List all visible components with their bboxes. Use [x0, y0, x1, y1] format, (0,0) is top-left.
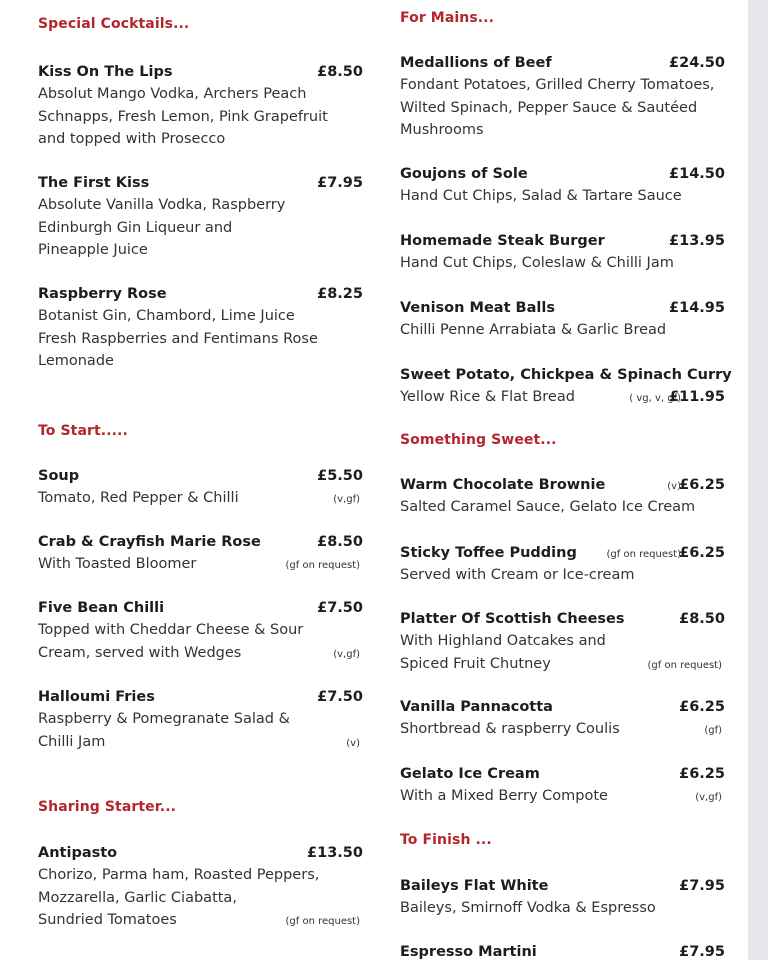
- desc-line: [38, 553, 363, 576]
- background-edge: [748, 0, 768, 960]
- item-description: [38, 194, 363, 262]
- item-price: £8.50: [679, 611, 725, 627]
- desc-line: Absolute Vanilla Vodka, Raspberry: [38, 197, 286, 213]
- item-name: Soup: [38, 468, 80, 484]
- item-description: [400, 386, 725, 409]
- item-description: [400, 252, 725, 275]
- menu-item: [400, 474, 725, 519]
- menu-column-left: [38, 0, 363, 960]
- item-description: [38, 83, 363, 151]
- desc-line: [38, 909, 363, 932]
- desc-line: [38, 487, 363, 510]
- desc-line: Hand Cut Chips, Coleslaw & Chilli Jam: [400, 255, 674, 271]
- menu-item: [38, 465, 363, 510]
- desc-text: Sundried Tomatoes: [38, 912, 177, 928]
- dietary-tag: (gf on request): [285, 916, 360, 927]
- menu-item: [400, 608, 725, 675]
- item-description: [400, 496, 725, 519]
- item-price: £6.25: [679, 545, 725, 561]
- item-description: [400, 185, 725, 208]
- menu-item: [38, 172, 363, 262]
- item-price: £14.50: [669, 166, 725, 182]
- desc-line: Topped with Cheddar Cheese & Sour: [38, 622, 304, 638]
- desc-line: With Highland Oatcakes and: [400, 633, 606, 649]
- menu-item: [400, 297, 725, 342]
- desc-line: Lemonade: [38, 353, 114, 369]
- menu-item: [400, 763, 725, 808]
- item-price: £6.25: [679, 699, 725, 715]
- item-price: £13.95: [669, 233, 725, 249]
- item-price: £6.25: [679, 477, 725, 493]
- item-name: Raspberry Rose: [38, 286, 167, 302]
- desc-line: [400, 718, 725, 741]
- item-price: £13.50: [307, 845, 363, 861]
- menu-item: [38, 61, 363, 151]
- menu-column-right: [400, 0, 732, 960]
- item-name: Homemade Steak Burger: [400, 233, 605, 249]
- dietary-tag: (gf on request): [606, 549, 681, 560]
- dietary-tag: (gf on request): [285, 560, 360, 571]
- desc-text: Cream, served with Wedges: [38, 644, 242, 661]
- item-price: £8.50: [317, 534, 363, 550]
- dietary-tag: (v): [667, 481, 681, 492]
- desc-line: Mushrooms: [400, 122, 484, 138]
- item-description: [38, 619, 363, 664]
- dietary-tag: (gf on request): [647, 659, 722, 671]
- menu-item: [38, 283, 363, 373]
- item-name: Antipasto: [38, 845, 118, 861]
- section-heading: Sharing Starter...: [38, 799, 177, 815]
- item-price: £24.50: [669, 55, 725, 71]
- desc-line: Schnapps, Fresh Lemon, Pink Grapefruit: [38, 108, 328, 125]
- dietary-tag: (v): [346, 737, 360, 749]
- desc-line: Salted Caramel Sauce, Gelato Ice Cream: [400, 499, 696, 515]
- menu-item: [400, 941, 725, 960]
- item-description: [38, 708, 363, 753]
- desc-line: Raspberry & Pomegranate Salad &: [38, 711, 290, 727]
- desc-line: Fresh Raspberries and Fentimans Rose: [38, 330, 318, 347]
- desc-line: Botanist Gin, Chambord, Lime Juice: [38, 308, 295, 324]
- desc-line: [400, 785, 725, 808]
- menu-item: [38, 842, 363, 932]
- item-name: Crab & Crayfish Marie Rose: [38, 534, 261, 550]
- desc-line: and topped with Prosecco: [38, 131, 226, 147]
- desc-text: Tomato, Red Pepper & Chilli: [38, 490, 239, 506]
- desc-line: Chorizo, Parma ham, Roasted Peppers,: [38, 867, 320, 883]
- menu-item: [400, 875, 725, 920]
- menu-item: [38, 597, 363, 664]
- menu-item: [400, 542, 725, 587]
- item-description: [38, 305, 363, 373]
- item-name: Halloumi Fries: [38, 689, 155, 705]
- menu-item: [400, 364, 732, 409]
- dietary-tag: (gf): [704, 725, 722, 736]
- menu-item: [400, 163, 725, 208]
- menu-item: [38, 686, 363, 753]
- menu-item: [400, 696, 725, 741]
- item-description: [400, 74, 725, 142]
- item-name: Venison Meat Balls: [400, 300, 555, 316]
- desc-text: Chilli Jam: [38, 733, 106, 750]
- desc-line: Hand Cut Chips, Salad & Tartare Sauce: [400, 188, 682, 204]
- desc-text: With a Mixed Berry Compote: [400, 788, 608, 804]
- menu-item: [38, 531, 363, 576]
- item-description: [38, 864, 363, 932]
- desc-line: [400, 653, 725, 676]
- item-price: £8.25: [317, 286, 363, 302]
- item-description: [38, 553, 363, 576]
- section-heading: To Finish ...: [400, 832, 492, 848]
- item-price: £7.50: [317, 600, 363, 616]
- item-name: Goujons of Sole: [400, 166, 528, 182]
- desc-text: With Toasted Bloomer: [38, 556, 197, 572]
- desc-line: [38, 731, 363, 754]
- item-price: £11.95: [669, 389, 725, 405]
- item-description: [400, 630, 725, 675]
- item-name: Medallions of Beef: [400, 55, 552, 71]
- item-name: Sweet Potato, Chickpea & Spinach Curry: [400, 367, 732, 383]
- item-name: Gelato Ice Cream: [400, 766, 540, 782]
- item-name: Sticky Toffee Pudding: [400, 545, 577, 561]
- desc-line: [400, 386, 725, 409]
- dietary-tag: (v,gf): [333, 494, 360, 505]
- section-heading: To Start.....: [38, 423, 128, 439]
- desc-line: [38, 642, 363, 665]
- dietary-tag: (v,gf): [695, 792, 722, 803]
- item-name: Warm Chocolate Brownie: [400, 477, 606, 493]
- desc-line: Pineapple Juice: [38, 242, 148, 258]
- item-price: £6.25: [679, 766, 725, 782]
- dietary-tag: ( vg, v, gf): [629, 393, 681, 404]
- section-heading: For Mains...: [400, 10, 495, 26]
- desc-line: Absolut Mango Vodka, Archers Peach: [38, 86, 307, 102]
- item-price: £8.50: [317, 64, 363, 80]
- item-price: £7.50: [317, 689, 363, 705]
- desc-line: Edinburgh Gin Liqueur and: [38, 219, 233, 236]
- item-name: Platter Of Scottish Cheeses: [400, 611, 625, 627]
- desc-line: Fondant Potatoes, Grilled Cherry Tomatoes,: [400, 77, 715, 93]
- menu-item: [400, 230, 725, 275]
- section-heading: Something Sweet...: [400, 432, 557, 448]
- item-name: Kiss On The Lips: [38, 64, 173, 80]
- item-description: [400, 785, 725, 808]
- item-description: [400, 718, 725, 741]
- desc-text: Yellow Rice & Flat Bread: [400, 389, 575, 405]
- item-name: Five Bean Chilli: [38, 600, 165, 616]
- item-description: [38, 487, 363, 510]
- item-price: £14.95: [669, 300, 725, 316]
- item-price: £7.95: [679, 944, 725, 960]
- item-description: [400, 564, 725, 587]
- desc-line: Served with Cream or Ice-cream: [400, 567, 635, 583]
- item-name: Vanilla Pannacotta: [400, 699, 553, 715]
- section-heading: Special Cocktails...: [38, 16, 190, 32]
- desc-line: Baileys, Smirnoff Vodka & Espresso: [400, 900, 656, 916]
- item-price: £7.95: [317, 175, 363, 191]
- item-name: Espresso Martini: [400, 944, 537, 960]
- menu-item: [400, 52, 725, 142]
- desc-text: Shortbread & raspberry Coulis: [400, 721, 620, 737]
- desc-text: Spiced Fruit Chutney: [400, 655, 551, 672]
- desc-line: Chilli Penne Arrabiata & Garlic Bread: [400, 322, 667, 338]
- dietary-tag: (v,gf): [333, 648, 360, 660]
- item-price: £7.95: [679, 878, 725, 894]
- item-description: [400, 897, 725, 920]
- desc-line: Wilted Spinach, Pepper Sauce & Sautéed: [400, 99, 698, 116]
- item-name: The First Kiss: [38, 175, 150, 191]
- item-name: Baileys Flat White: [400, 878, 549, 894]
- item-description: [400, 319, 725, 342]
- item-price: £5.50: [317, 468, 363, 484]
- desc-line: Mozzarella, Garlic Ciabatta,: [38, 889, 237, 906]
